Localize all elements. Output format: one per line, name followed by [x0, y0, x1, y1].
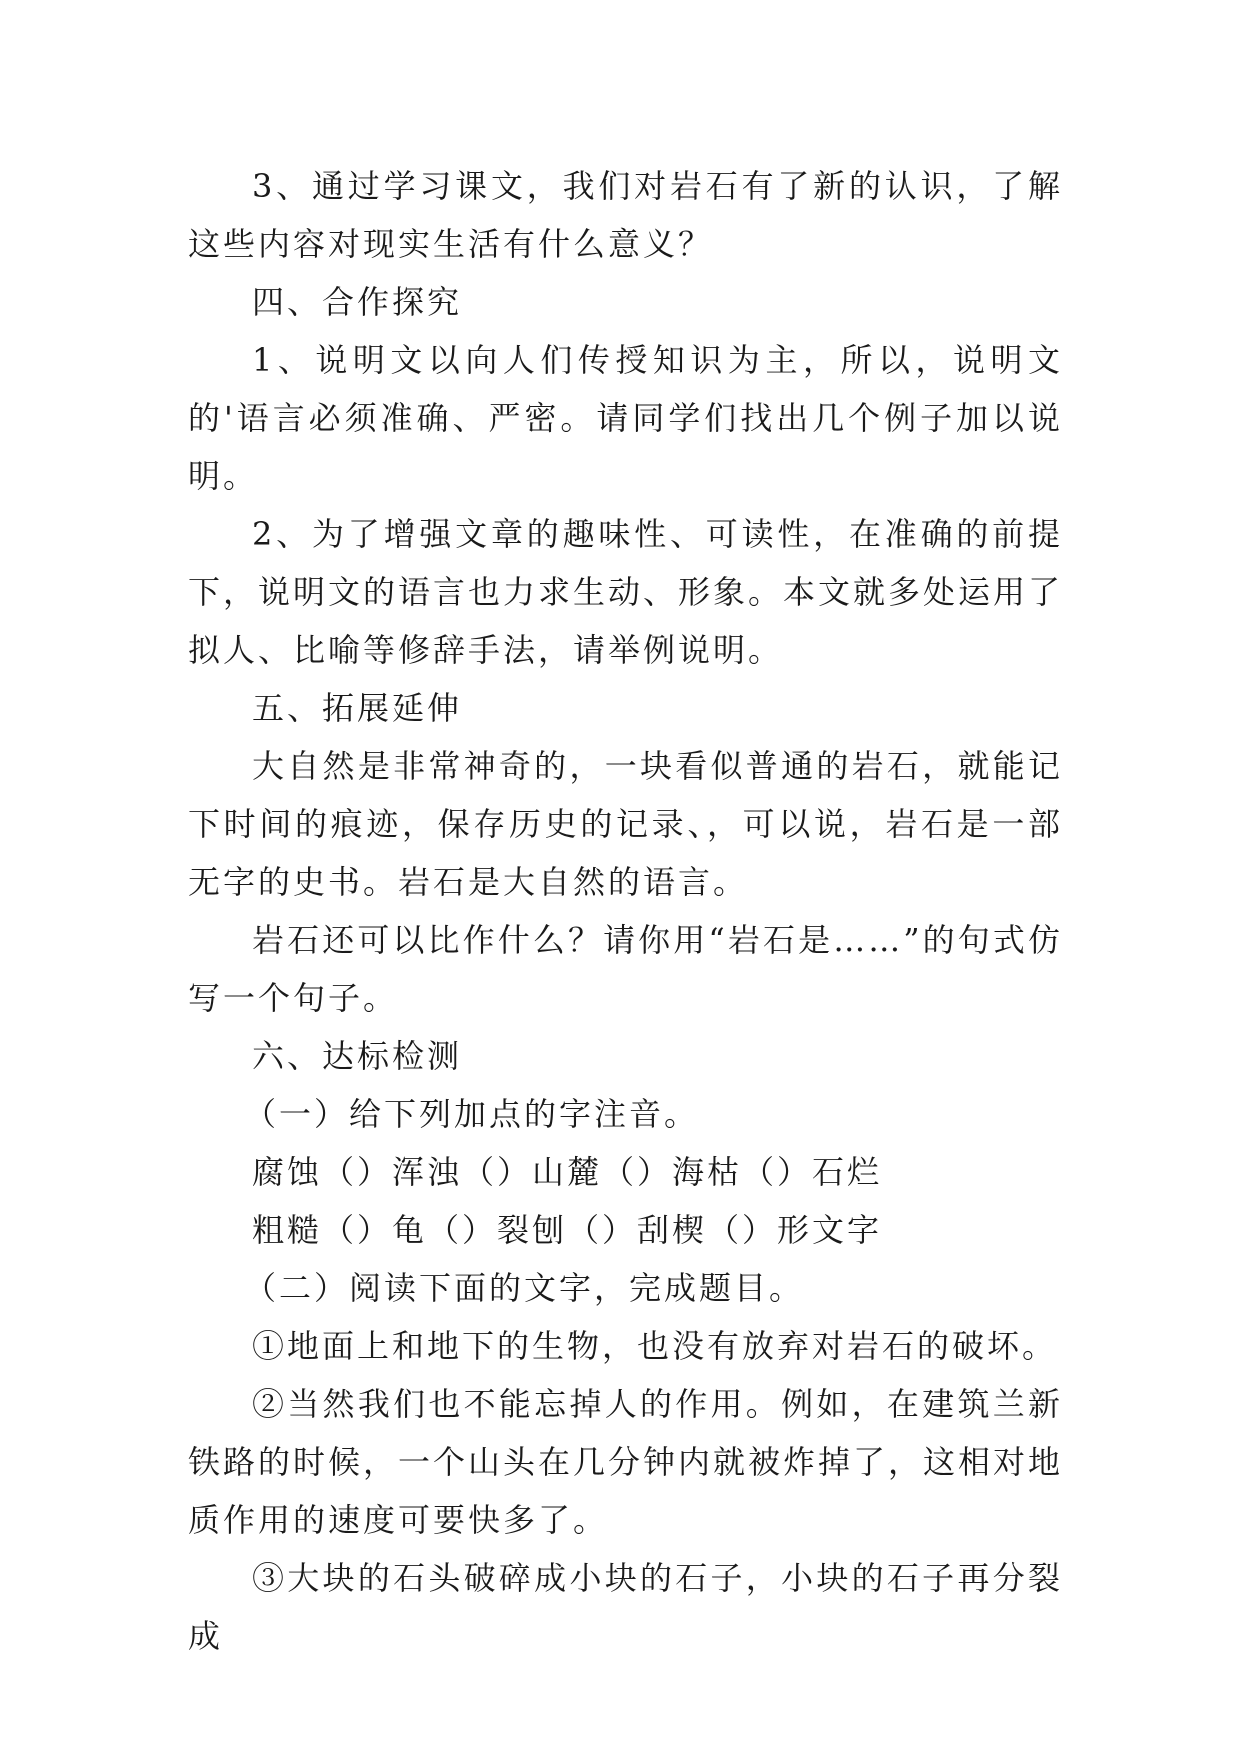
section-heading-extension: 五、拓展延伸 — [252, 689, 463, 727]
paragraph-inquiry-1: 1、说明文以向人们传授知识为主，所以，说明文的'语言必须准确、严密。请同学们找出几个例子加以说明。 — [188, 341, 1063, 495]
paragraph-extension-task: 岩石还可以比作什么？请你用“岩石是……”的句式仿写一个句子。 — [188, 921, 1063, 1017]
paragraph-inquiry-2: 2、为了增强文章的趣味性、可读性，在准确的前提下，说明文的语言也力求生动、形象。本文就多处运用了拟人、比喻等修辞手法，请举例说明。 — [188, 515, 1064, 669]
paragraph-pinyin-row-1: 腐蚀（）浑浊（）山麓（）海枯（）石烂 — [252, 1153, 883, 1191]
section-heading-cooperative-inquiry: 四、合作探究 — [252, 283, 463, 321]
paragraph-pinyin-row-2: 粗糙（）龟（）裂刨（）刮楔（）形文字 — [252, 1211, 883, 1249]
subheading-pinyin-task: （一）给下列加点的字注音。 — [244, 1095, 700, 1133]
paragraph-reading-2: ②当然我们也不能忘掉人的作用。例如，在建筑兰新铁路的时候，一个山头在几分钟内就被炸掉了，这相对地质作用的速度可要快多了。 — [188, 1385, 1064, 1539]
paragraph-extension-text: 大自然是非常神奇的，一块看似普通的岩石，就能记下时间的痕迹，保存历史的记录、，可以说，岩石是一部无字的史书。岩石是大自然的语言。 — [188, 747, 1063, 901]
paragraph-reading-1: ①地面上和地下的生物，也没有放弃对岩石的破坏。 — [252, 1327, 1058, 1365]
paragraph-question-3: 3、通过学习课文，我们对岩石有了新的认识，了解这些内容对现实生活有什么意义？ — [188, 167, 1063, 263]
subheading-reading-task: （二）阅读下面的文字，完成题目。 — [244, 1269, 805, 1307]
paragraph-reading-3: ③大块的石头破碎成小块的石子，小块的石子再分裂成 — [188, 1559, 1063, 1655]
section-heading-assessment: 六、达标检测 — [252, 1037, 463, 1075]
document-body — [188, 157, 1063, 1665]
